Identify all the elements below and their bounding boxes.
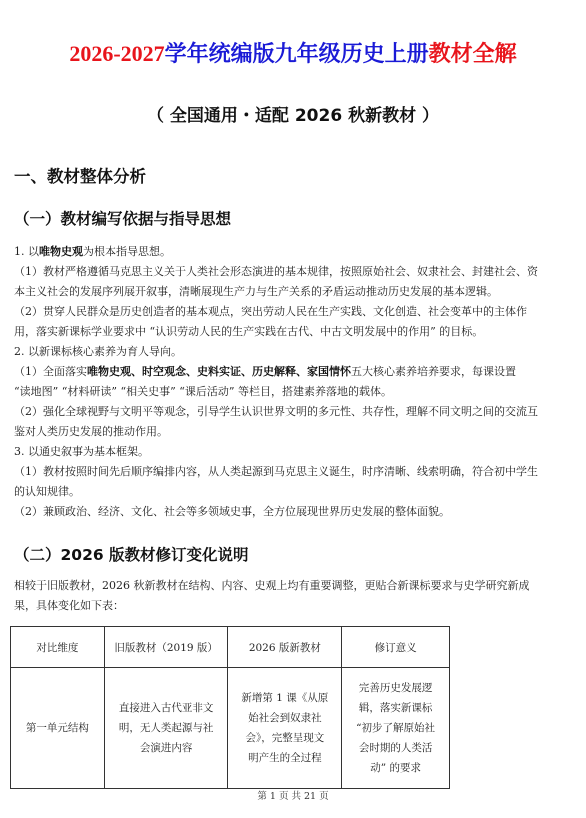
- body-text-block-1: [14, 242, 574, 522]
- paragraph: （1）教材严格遵循马克思主义关于人类社会形态演进的基本规律，按照原始社会、奴隶社会、封建社会、资: [14, 265, 538, 278]
- table-row: [11, 668, 450, 789]
- paragraph: 2. 以新课标核心素养为育人导向。: [14, 345, 182, 358]
- table-header-cell: 旧版教材（2019 版）: [104, 627, 228, 668]
- paragraph: 3. 以通史叙事为基本框架。: [14, 445, 149, 458]
- table-cell: 第一单元结构: [11, 668, 105, 789]
- subsection-heading-1: （一）教材编写依据与指导思想: [14, 210, 232, 228]
- title-middle: 学年统编版九年级历史上册: [164, 41, 429, 66]
- paragraph: 本主义社会的发展序列展开叙事，清晰展现生产力与生产关系的矛盾运动推动历史发展的基本逻辑。: [14, 285, 498, 298]
- paragraph: 的认知规律。: [14, 485, 80, 498]
- table-header-cell: 对比维度: [11, 627, 105, 668]
- table-header-cell: 2026 版新教材: [228, 627, 342, 668]
- document-title: [0, 40, 586, 68]
- paragraph: （1）教材按照时间先后顺序编排内容，从人类起源到马克思主义诞生，时序清晰、线索明确，符合初中学生: [14, 465, 538, 478]
- title-end: 教材全解: [428, 41, 517, 66]
- paragraph: 用，落实新课标学业要求中 “认识劳动人民的生产实践在古代、中古文明发展中的作用” 的目标。: [14, 325, 484, 338]
- paragraph: （2）强化全球视野与文明平等观念，引导学生认识世界文明的多元性、共存性，理解不同文明之间的交流互: [14, 405, 538, 418]
- paragraph: （2）兼顾政治、经济、文化、社会等多领域史事，全方位展现世界历史发展的整体面貌。: [14, 505, 450, 518]
- paragraph: 相较于旧版教材，2026 秋新教材在结构、内容、史观上均有重要调整，更贴合新课标要求与史学研究新成: [14, 579, 530, 592]
- table-cell: 新增第 1 课《从原 始社会到奴隶社 会》，完整呈现文 明产生的全过程: [228, 668, 342, 789]
- comparison-table: [10, 626, 450, 789]
- paragraph: 1. 以唯物史观为根本指导思想。: [14, 245, 171, 258]
- paragraph: （1）全面落实唯物史观、时空观念、史料实证、历史解释、家国情怀五大核心素养培养要求，每课设置: [14, 365, 516, 378]
- subsection-heading-2: （二）2026 版教材修订变化说明: [14, 546, 249, 564]
- table-header-row: [11, 627, 450, 668]
- table-cell: 直接进入古代亚非文 明，无人类起源与社 会演进内容: [104, 668, 228, 789]
- paragraph: “读地图” “材料研读” “相关史事” “课后活动” 等栏目，搭建素养落地的载体。: [14, 385, 392, 398]
- paragraph: 果，具体变化如下表：: [14, 599, 124, 612]
- document-subtitle: （ 全国通用・适配 2026 秋新教材 ）: [147, 106, 439, 126]
- table-cell: 完善历史发展逻 辑，落实新课标 “初步了解原始社 会时期的人类活 动” 的要求: [342, 668, 450, 789]
- paragraph: （2）贯穿人民群众是历史创造者的基本观点，突出劳动人民在生产实践、文化创造、社会变革中的主体作: [14, 305, 527, 318]
- paragraph: 鉴对人类历史发展的推动作用。: [14, 425, 168, 438]
- page-footer: 第 1 页 共 21 页: [257, 791, 329, 802]
- title-year: 2026-2027: [69, 41, 165, 66]
- body-text-block-2: [14, 576, 574, 616]
- section-heading-1: 一、教材整体分析: [14, 167, 146, 186]
- table-header-cell: 修订意义: [342, 627, 450, 668]
